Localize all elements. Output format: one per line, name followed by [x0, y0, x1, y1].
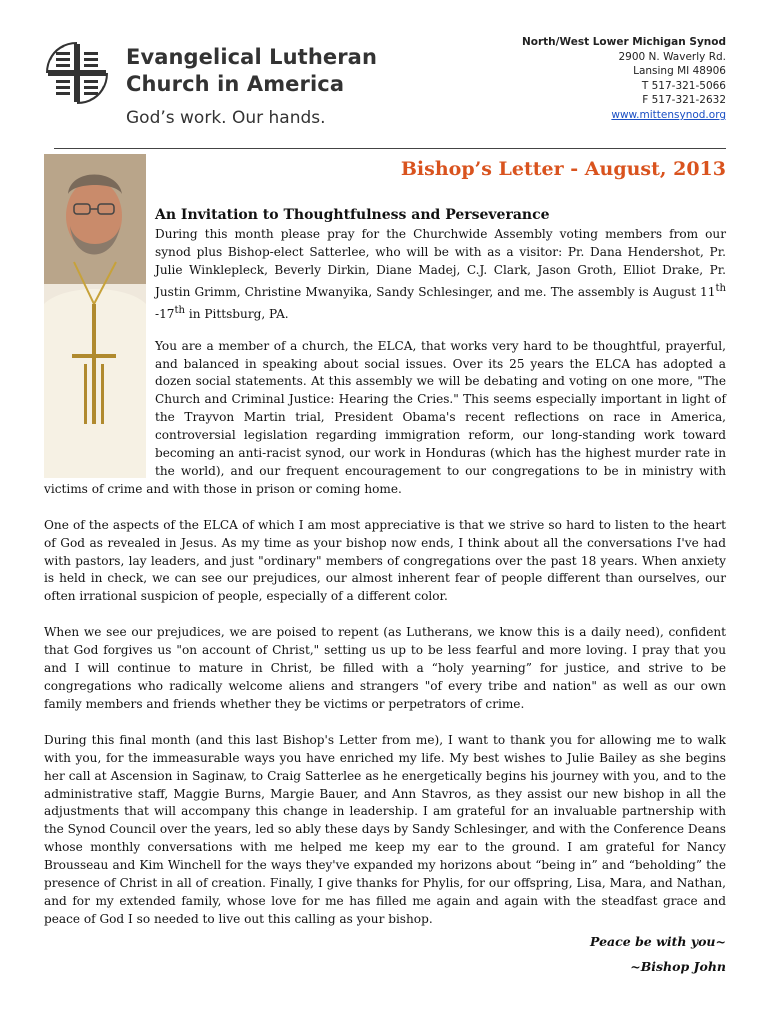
- paragraph-1-text-c: in Pittsburg, PA.: [185, 306, 289, 321]
- brand-line-2: Church in America: [126, 72, 345, 96]
- letter-body: [44, 206, 726, 979]
- synod-name: North/West Lower Michigan Synod: [521, 36, 726, 48]
- superscript-th-2: th: [174, 304, 186, 316]
- paragraph-4: When we see our prejudices, we are poised to repent (as Lutherans, we know this is a daily need), confident that God forgives us "on account of Christ," setting us up to be less fearful and more loving. I pray that you and I will continue to mature in Christ, be filled with a “holy yearning” for justice, and strive to be congregations who radically welcome aliens and strangers "of every tribe and nation" as well as our own family members and friends whether they be victims or perpetrators of crime.: [44, 625, 726, 711]
- letter-title: Bishop’s Letter - August, 2013: [400, 158, 726, 180]
- brand-line-1: Evangelical Lutheran: [126, 45, 377, 69]
- paragraph-3: One of the aspects of the ELCA of which I am most appreciative is that we strive so hard to listen to the heart of God as revealed in Jesus. As my time as your bishop now ends, I think about all the conversations I've had with pastors, lay leaders, and just "ordinary" members of congregations over the past 18 years. When anxiety is held in check, we can see our prejudices, our almost inherent fear of people different than ourselves, our often irrational suspicion of people, especially of a different color.: [44, 517, 726, 604]
- superscript-th-1: th: [715, 282, 726, 294]
- letter-subheading: An Invitation to Thoughtfulness and Perseverance: [155, 207, 550, 223]
- fax: F 517-321-2632: [642, 94, 726, 107]
- phone: T 517-321-5066: [641, 79, 726, 92]
- elca-cross-logo-icon: [44, 40, 110, 106]
- tagline: God’s work. Our hands.: [126, 108, 326, 128]
- header-divider: [54, 148, 726, 149]
- signature: ~Bishop John: [630, 958, 726, 974]
- paragraph-2: You are a member of a church, the ELCA, that works very hard to be thoughtful, prayerful, and balanced in speaking about social issues. Over its 25 years the ELCA has adopted a dozen social statements. At this assembly we will be debating and voting on one more, "The Church and Criminal Justice: Hearing the Cries." This seems especially important in light of the Trayvon Martin trial, President Obama's recent reflections on race in America, controversial legislation regarding immigration reform, our long-standing work toward becoming an anti-racist synod, our work in Honduras (which has the highest murder rate in the world), and our frequent encouragement to our congregations to be in ministry with victims of crime and with those in prison or coming home.: [44, 338, 726, 496]
- brand-block: [126, 44, 377, 128]
- photo-float-spacer: [44, 206, 155, 478]
- paragraph-1-text-a: During this month please pray for the Churchwide Assembly voting members from our synod plus Bishop-elect Satterlee, who will be with as a visitor: Pr. Dana Hendershot, Pr. Julie Winklepleck, Beverly Dirkin, Diane Madej, C.J. Clark, Jason Groth, Elliot Drake, Pr. Justin Grimm, Christine Mwanyika, Sandy Schlesinger, and me. The assembly is August 11: [155, 227, 726, 299]
- paragraph-5: During this final month (and this last Bishop's Letter from me), I want to thank you for allowing me to walk with you, for the immeasurable ways you have enriched my life. My best wishes to Julie Bailey as she begins her call at Ascension in Saginaw, to Craig Satterlee as he energetically begins his journey with you, and to the administrative staff, Maggie Burns, Margie Bauer, and Ann Stavros, as they assist our new bishop in all the adjustments that will accompany this change in leadership. I am grateful for an invaluable partnership with the Synod Council over the years, led so ably these days by Sandy Schlesinger, and with the Conference Deans whose monthly conversations with me helped me keep my ear to the ground. I am grateful for Nancy Brousseau and Kim Winchell for the ways they've expanded my horizons about “being in” and “beholding” the presence of Christ in all of creation. Finally, I give thanks for Phylis, for our offspring, Lisa, Mara, and Nathan, and for my extended family, whose love for me has filled me again and again with the steadfast grace and peace of God I so needed to live out this calling as your bishop.: [44, 732, 726, 926]
- contact-block: [522, 35, 726, 123]
- website-link[interactable]: www.mittensynod.org: [611, 108, 726, 121]
- address-line-2: Lansing MI 48906: [633, 65, 726, 78]
- closing-line: Peace be with you~: [590, 933, 726, 949]
- paragraph-1-text-b: -17: [155, 306, 175, 321]
- address-line-1: 2900 N. Waverly Rd.: [618, 50, 726, 63]
